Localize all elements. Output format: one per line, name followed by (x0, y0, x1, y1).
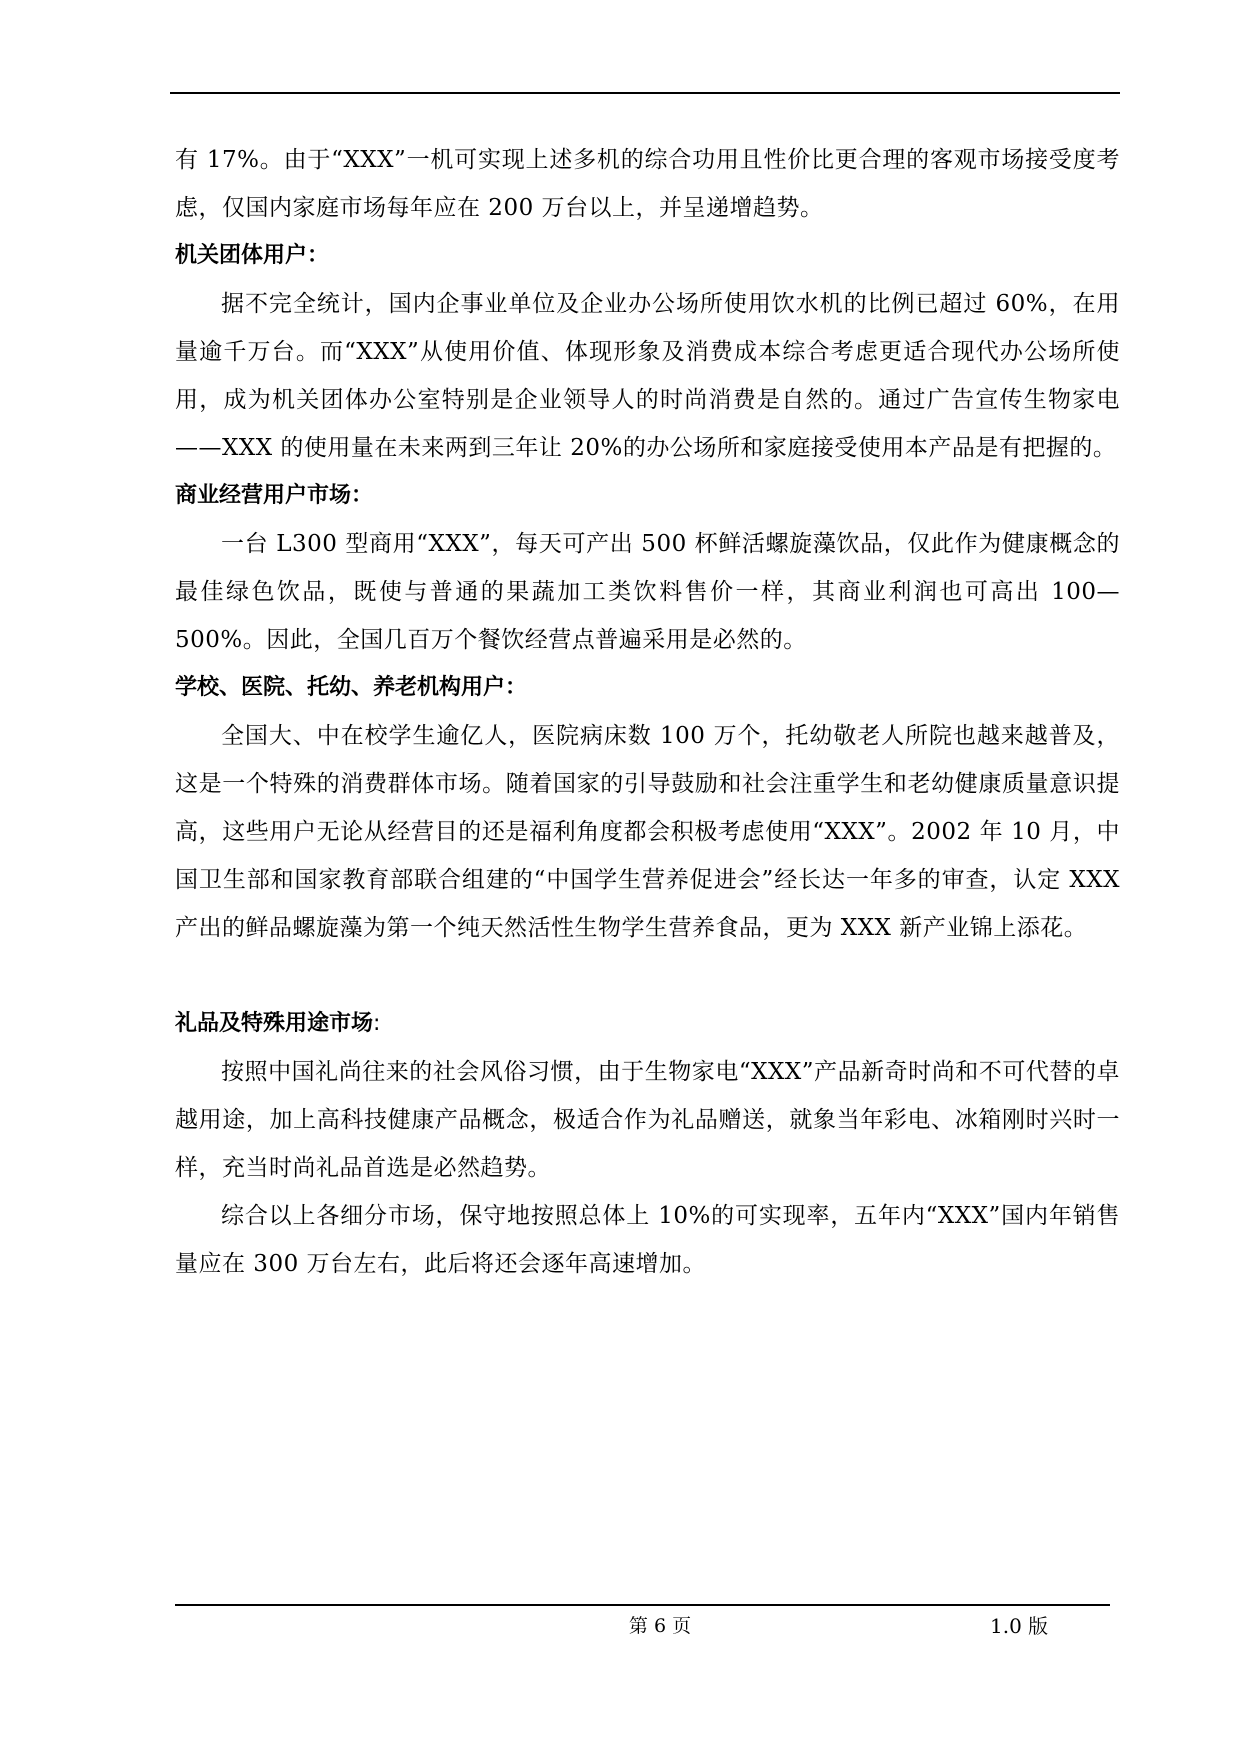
footer-page-number: 第 6 页 (628, 1615, 692, 1637)
paragraph-institutional-users: 据不完全统计，国内企事业单位及企业办公场所使用饮水机的比例已超过 60%，在用量逾千万台。而“XXX”从使用价值、体现形象及消费成本综合考虑更适合现代办公场所使用，成为机关团体办公室特别是企业领导人的时尚消费是自然的。通过广告宣传生物家电——XXX 的使用量在未来两到三年让 20%的办公场所和家庭接受使用本产品是有把握的。 (175, 291, 1120, 461)
heading-school-hospital-users: 学校、医院、托幼、养老机构用户： (175, 675, 528, 700)
document-body (175, 136, 1120, 1288)
heading-institutional-users: 机关团体用户： (175, 243, 330, 268)
header-rule (170, 92, 1120, 94)
paragraph-gift-market: 按照中国礼尚往来的社会风俗习惯，由于生物家电“XXX”产品新奇时尚和不可代替的卓越用途，加上高科技健康产品概念，极适合作为礼品赠送，就象当年彩电、冰箱刚时兴时一样，充当时尚礼品首选是必然趋势。 (175, 1059, 1120, 1181)
paragraph-school-hospital-users: 全国大、中在校学生逾亿人，医院病床数 100 万个，托幼敬老人所院也越来越普及，这是一个特殊的消费群体市场。随着国家的引导鼓励和社会注重学生和老幼健康质量意识提高，这些用户无论从经营目的还是福利角度都会积极考虑使用“XXX”。2002 年 10 月，中国卫生部和国家教育部联合组建的“中国学生营养促进会”经长达一年多的审查，认定 XXX 产出的鲜品螺旋藻为第一个纯天然活性生物学生营养食品，更为 XXX 新产业锦上添花。 (175, 723, 1120, 941)
paragraph-commercial-users: 一台 L300 型商用“XXX”，每天可产出 500 杯鲜活螺旋藻饮品，仅此作为健康概念的最佳绿色饮品，既使与普通的果蔬加工类饮料售价一样，其商业利润也可高出 100—500%。因此，全国几百万个餐饮经营点普遍采用是必然的。 (175, 531, 1120, 653)
paragraph-household-market: 有 17%。由于“XXX”一机可实现上述多机的综合功用且性价比更合理的客观市场接受度考虑，仅国内家庭市场每年应在 200 万台以上，并呈递增趋势。 (175, 147, 1120, 221)
heading-gift-market (175, 1000, 1120, 1048)
heading-gift-market-colon: : (373, 1011, 381, 1036)
footer-rule (175, 1604, 1110, 1606)
footer-version: 1.0 版 (990, 1614, 1049, 1638)
heading-commercial-users: 商业经营用户市场： (175, 483, 374, 508)
paragraph-summary: 综合以上各细分市场，保守地按照总体上 10%的可实现率，五年内“XXX”国内年销售量应在 300 万台左右，此后将还会逐年高速增加。 (175, 1203, 1120, 1277)
heading-gift-market-label: 礼品及特殊用途市场 (175, 1011, 374, 1036)
